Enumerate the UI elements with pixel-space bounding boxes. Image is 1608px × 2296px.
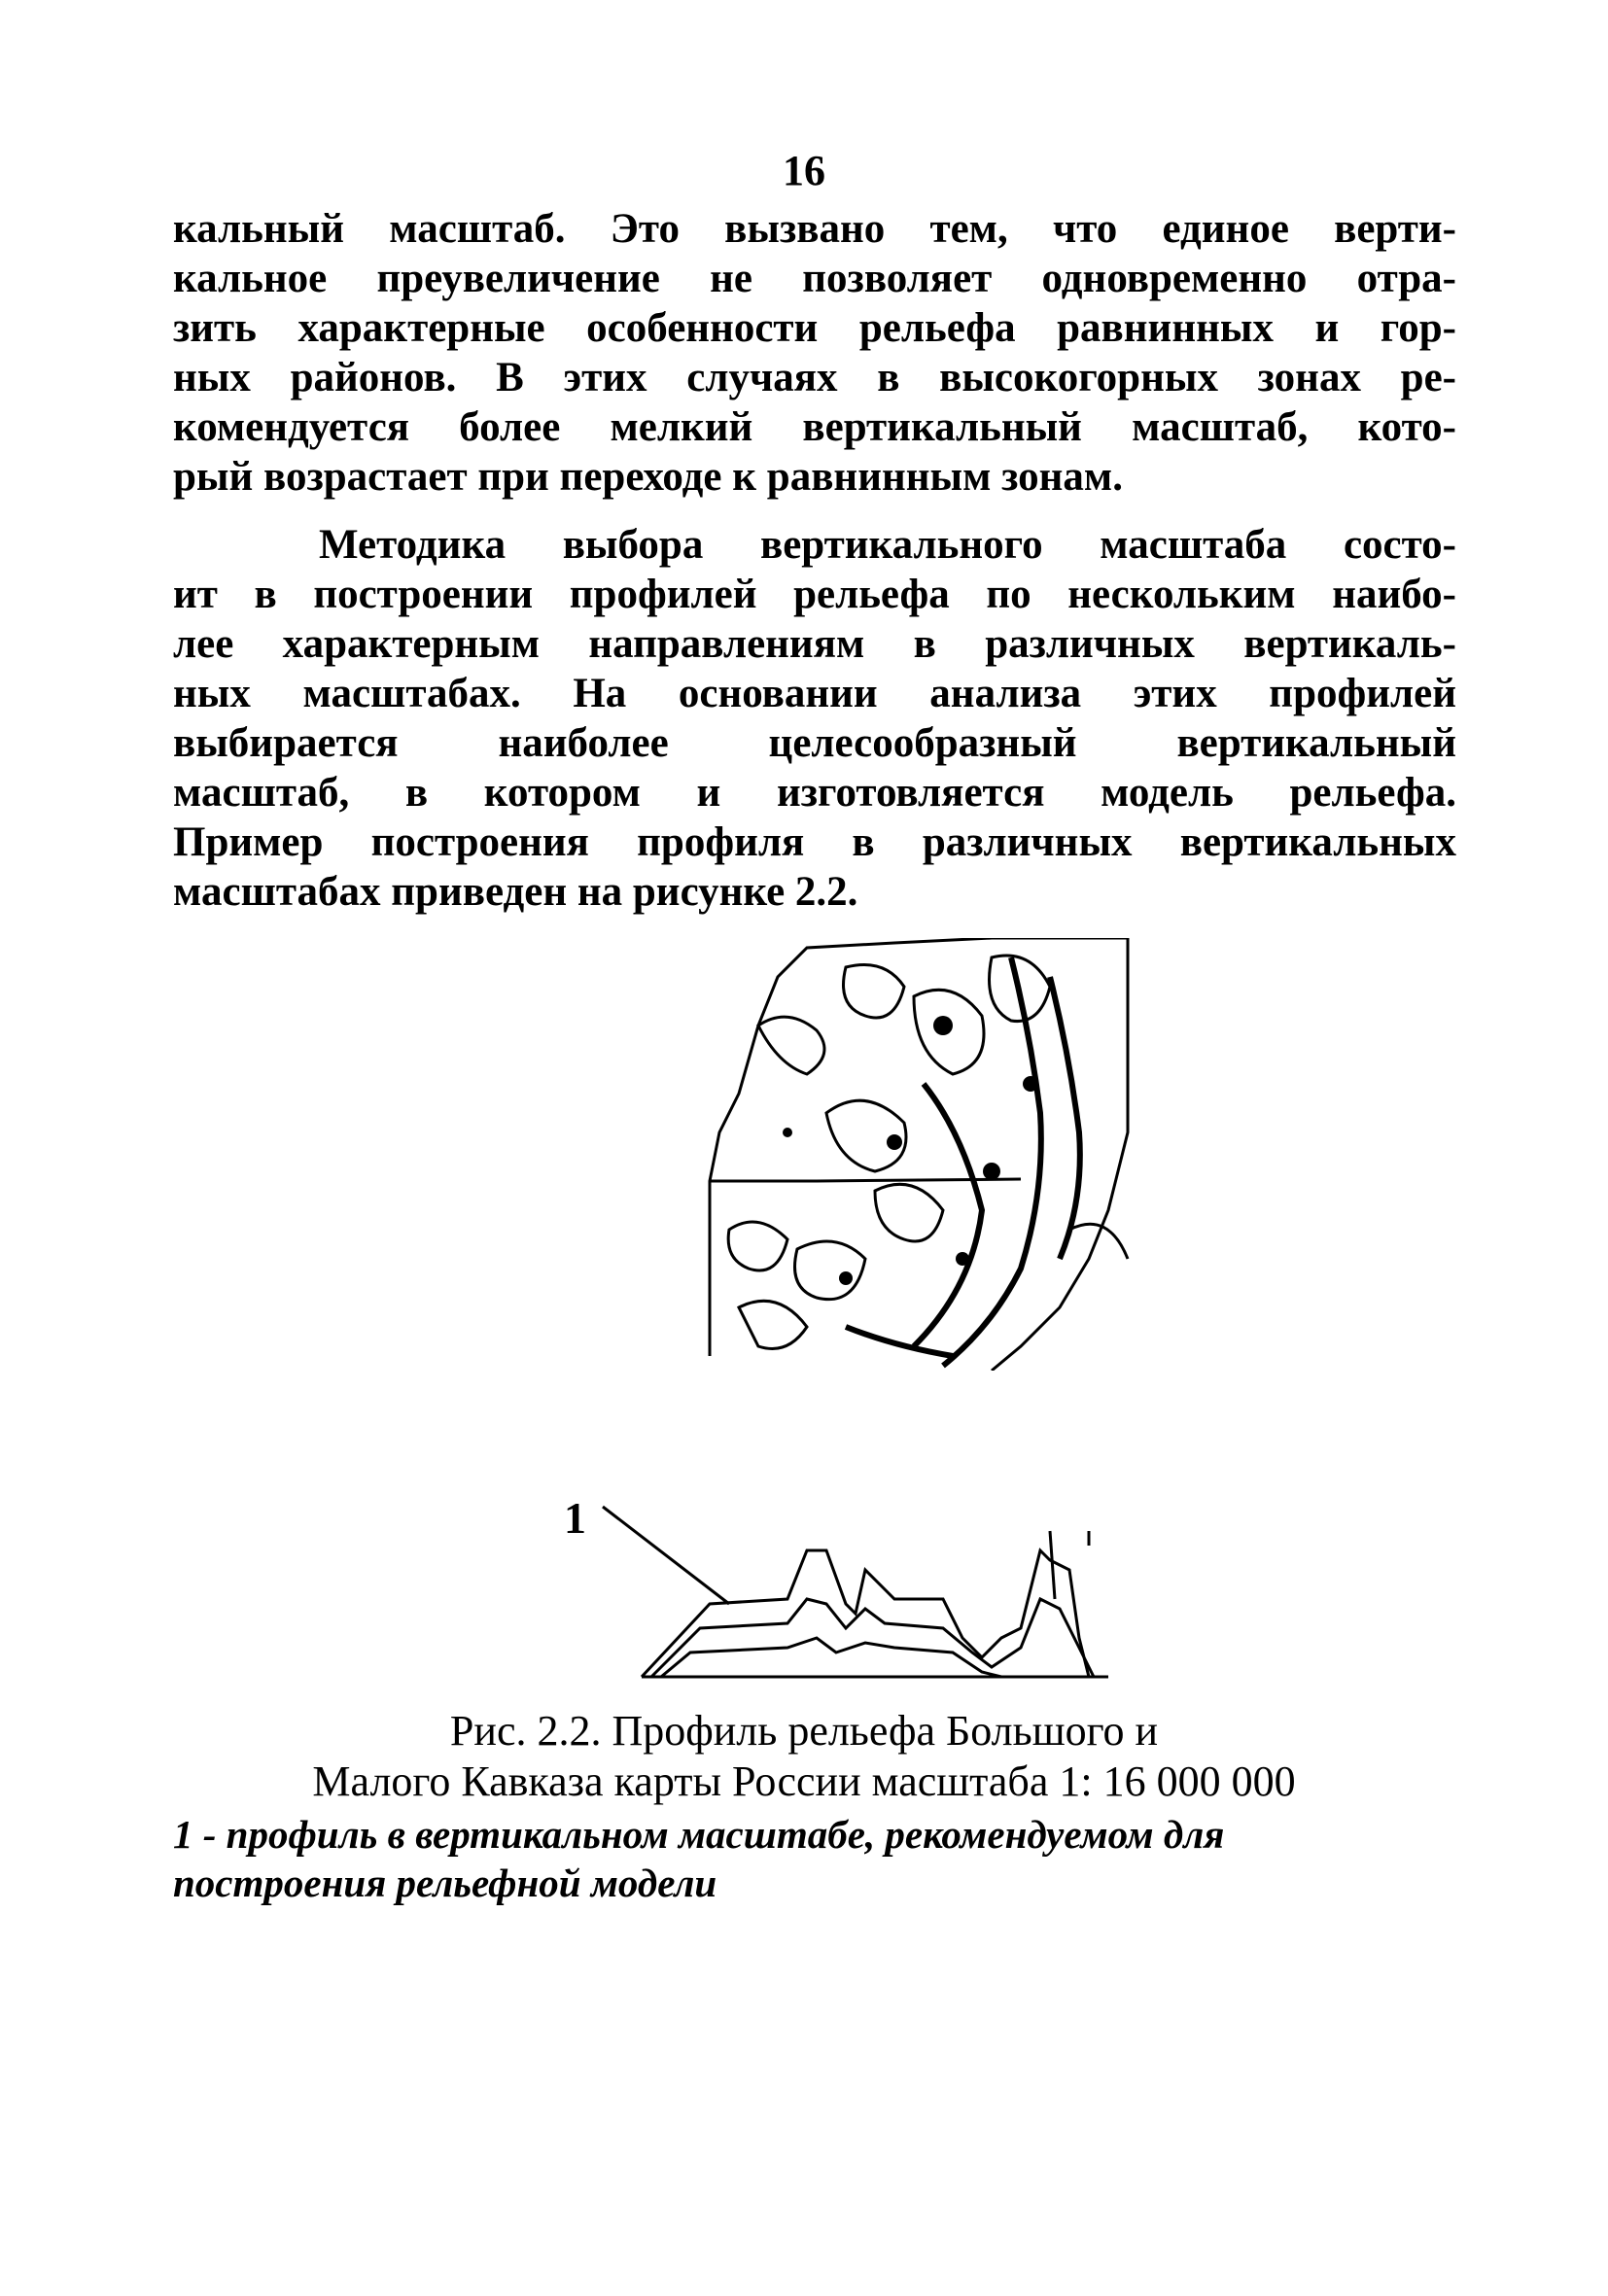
figure-legend-line-2: построения рельефной модели	[173, 1861, 717, 1905]
relief-profile-image	[544, 1492, 1147, 1701]
text-line: масштаб, в котором и изготовляется модель рельефа.	[173, 770, 1456, 816]
text-line: лее характерным направлениям в различных вертикаль-	[173, 621, 1456, 667]
text-line: зить характерные особенности рельефа равнинных и гор-	[173, 305, 1456, 351]
text-line: кальное преувеличение не позволяет одновременно отра-	[173, 256, 1456, 301]
text-line: масштабах приведен на рисунке 2.2.	[173, 869, 858, 915]
text-line: кальный масштаб. Это вызвано тем, что единое верти-	[173, 206, 1456, 252]
contour-map-image	[700, 938, 1137, 1371]
text-line: комендуется более мелкий вертикальный масштаб, кото-	[173, 404, 1456, 450]
text-line: выбирается наиболее целесообразный вертикальный	[173, 720, 1456, 766]
figure-legend-line-1: 1 - профиль в вертикальном масштабе, рекомендуемом для	[173, 1812, 1225, 1857]
text-line: Пример построения профиля в различных вертикальных	[173, 819, 1456, 865]
text-line: рый возрастает при переходе к равнинным зонам.	[173, 454, 1123, 500]
paragraph-2	[173, 520, 1456, 917]
figure-caption-subtitle: Малого Кавказа карты России масштаба 1: 16 000 000	[312, 1757, 1296, 1805]
paragraph-1	[173, 204, 1456, 502]
figure-caption-title: Рис. 2.2. Профиль рельефа Большого и	[449, 1707, 1159, 1755]
page-number: 16	[783, 147, 825, 194]
text-line: ных масштабах. На основании анализа этих профилей	[173, 671, 1456, 716]
text-line: ит в построении профилей рельефа по нескольким наибо-	[173, 572, 1456, 617]
text-line: ных районов. В этих случаях в высокогорных зонах ре-	[173, 355, 1456, 400]
profile-label-1: 1	[564, 1493, 586, 1543]
text-line: Методика выбора вертикального масштаба состо-	[319, 522, 1456, 568]
